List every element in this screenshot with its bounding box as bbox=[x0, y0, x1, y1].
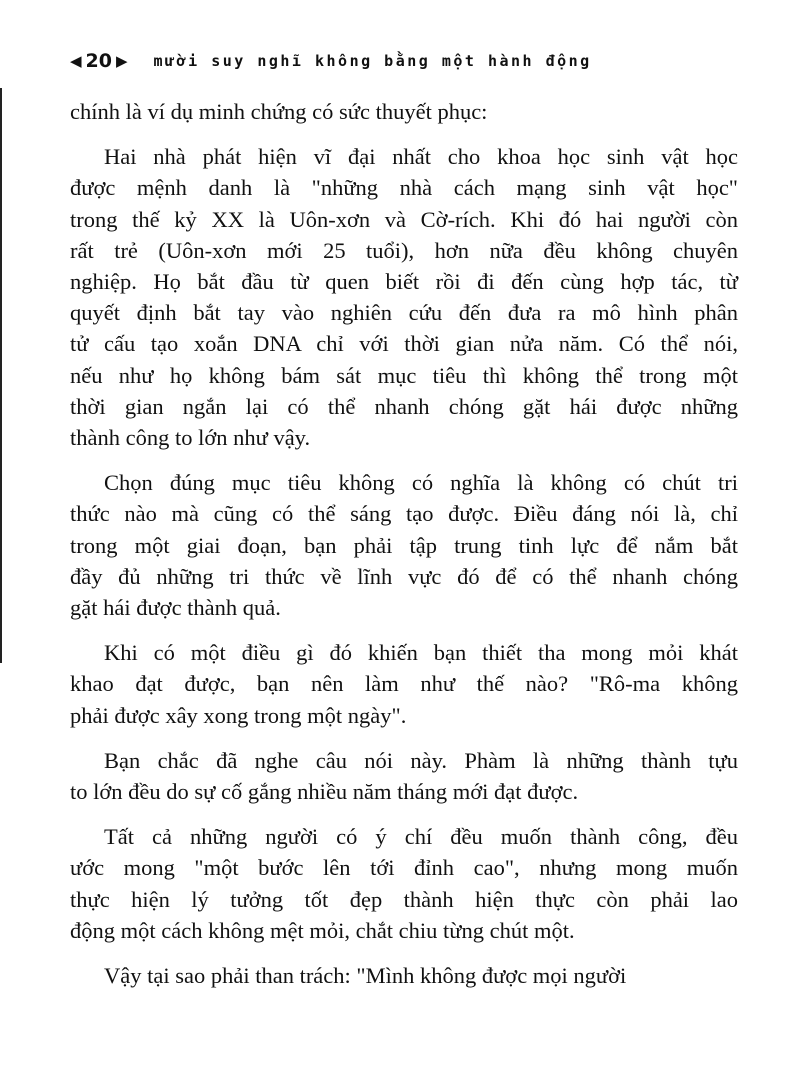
text-line: thành công to lớn như vậy. bbox=[70, 425, 311, 451]
text-line: gặt hái được thành quả. bbox=[70, 595, 281, 621]
text-line: thực hiện lý tưởng tốt đẹp thành hiện thực còn phải lao bbox=[70, 886, 738, 912]
text-line: trong một giai đoạn, bạn phải tập trung tinh lực để nắm bắt bbox=[70, 532, 738, 558]
body-text bbox=[70, 96, 738, 1005]
text-line: được mệnh danh là "những nhà cách mạng sinh vật học" bbox=[70, 175, 738, 201]
page-edge-line bbox=[0, 88, 2, 663]
text-line: Hai nhà phát hiện vĩ đại nhất cho khoa học sinh vật học bbox=[104, 144, 738, 170]
text-line: quyết định bắt tay vào nghiên cứu đến đưa ra mô hình phân bbox=[70, 300, 738, 326]
text-line: động một cách không mệt mỏi, chắt chiu từng chút một. bbox=[70, 917, 575, 943]
text-line: Tất cả những người có ý chí đều muốn thành công, đều bbox=[104, 824, 738, 850]
text-line: Khi có một điều gì đó khiến bạn thiết tha mong mỏi khát bbox=[104, 640, 738, 666]
text-line: thức nào mà cũng có thể sáng tạo được. Điều đáng nói là, chỉ bbox=[70, 501, 738, 527]
text-line: thời gian ngắn lại có thể nhanh chóng gặt hái được những bbox=[70, 393, 738, 419]
text-line: trong thế kỷ XX là Uôn-xơn và Cờ-rích. Khi đó hai người còn bbox=[70, 206, 738, 232]
text-line: to lớn đều do sự cố gắng nhiều năm tháng mới đạt được. bbox=[70, 779, 579, 805]
arrow-left-icon: ◀ bbox=[70, 51, 82, 70]
arrow-right-icon: ▶ bbox=[116, 51, 128, 70]
paragraph bbox=[70, 96, 738, 127]
text-line: nếu như họ không bám sát mục tiêu thì không thể trong một bbox=[70, 362, 738, 388]
text-line: khao đạt được, bạn nên làm như thế nào? "Rô-ma không bbox=[70, 671, 738, 697]
paragraph bbox=[70, 960, 738, 991]
text-line: ước mong "một bước lên tới đỉnh cao", nhưng mong muốn bbox=[70, 855, 738, 881]
text-line: Chọn đúng mục tiêu không có nghĩa là không có chút tri bbox=[104, 470, 738, 496]
page-number: 20 bbox=[85, 49, 112, 72]
paragraph bbox=[70, 821, 738, 946]
paragraph bbox=[70, 745, 738, 807]
text-line: đầy đủ những tri thức về lĩnh vực đó để có thể nhanh chóng bbox=[70, 563, 738, 589]
paragraph bbox=[70, 467, 738, 623]
paragraph bbox=[70, 141, 738, 453]
text-line: nghiệp. Họ bắt đầu từ quen biết rồi đi đến cùng hợp tác, từ bbox=[70, 269, 738, 295]
text-line: Bạn chắc đã nghe câu nói này. Phàm là những thành tựu bbox=[104, 747, 738, 773]
running-title: mười suy nghĩ không bằng một hành động bbox=[153, 51, 592, 70]
text-line: rất trẻ (Uôn-xơn mới 25 tuổi), hơn nữa đều không chuyên bbox=[70, 237, 738, 263]
paragraph bbox=[70, 637, 738, 731]
text-line: chính là ví dụ minh chứng có sức thuyết phục: bbox=[70, 99, 488, 124]
text-line: phải được xây xong trong một ngày". bbox=[70, 702, 407, 728]
text-line: tử cấu tạo xoắn DNA chỉ với thời gian nửa năm. Có thể nói, bbox=[70, 331, 738, 357]
running-header bbox=[70, 46, 750, 76]
text-line: Vậy tại sao phải than trách: "Mình không được mọi người bbox=[104, 963, 627, 989]
